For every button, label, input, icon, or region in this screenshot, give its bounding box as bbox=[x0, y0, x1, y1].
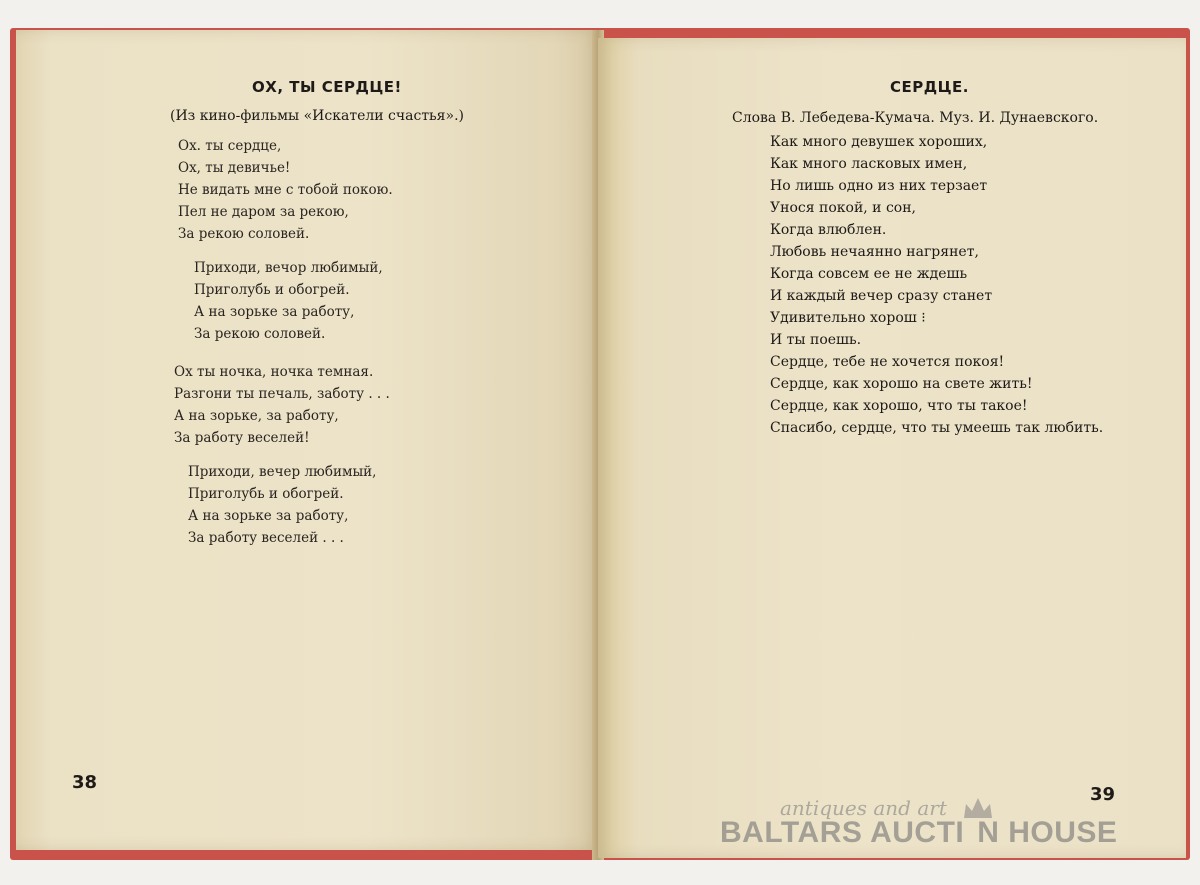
lyric-line: И каждый вечер сразу станет bbox=[770, 288, 993, 304]
lyric-line: Сердце, тебе не хочется покоя! bbox=[770, 354, 1005, 370]
verse-line: За рекою соловей. bbox=[194, 326, 326, 342]
song-credits: Слова В. Лебедева-Кумача. Муз. И. Дунаевского. bbox=[732, 110, 1099, 126]
verse-line: А на зорьке, за работу, bbox=[174, 408, 339, 424]
right-page-number: 39 bbox=[1090, 784, 1116, 805]
left-page-title: ОХ, ТЫ СЕРДЦЕ! bbox=[252, 78, 402, 96]
left-page bbox=[16, 30, 600, 850]
verse-line: Приходи, вечер любимый, bbox=[188, 464, 377, 480]
verse-line: За работу веселей! bbox=[174, 430, 310, 446]
watermark-name: BALTARS AUCTI N HOUSE bbox=[720, 816, 1118, 849]
verse-line: Не видать мне с тобой покою. bbox=[178, 182, 393, 198]
verse-line: Приголубь и обогрей. bbox=[194, 282, 350, 298]
verse-line: За работу веселей . . . bbox=[188, 530, 344, 546]
verse-line: Пел не даром за рекою, bbox=[178, 204, 349, 220]
right-page bbox=[598, 38, 1186, 858]
lyric-line: Когда совсем ее не ждешь bbox=[770, 266, 968, 282]
lyric-line: Как много ласковых имен, bbox=[770, 156, 968, 172]
auction-watermark bbox=[720, 796, 1120, 856]
lyric-line: Когда влюблен. bbox=[770, 222, 887, 238]
lyric-line: Сердце, как хорошо на свете жить! bbox=[770, 376, 1033, 392]
verse-line: А на зорьке за работу, bbox=[194, 304, 355, 320]
verse-line: А на зорьке за работу, bbox=[188, 508, 349, 524]
lyric-line: Сердце, как хорошо, что ты такое! bbox=[770, 398, 1028, 414]
lyric-line: И ты поешь. bbox=[770, 332, 862, 348]
verse-line: Приголубь и обогрей. bbox=[188, 486, 344, 502]
lyric-line: Удивительно хорош ⁝ bbox=[770, 310, 926, 326]
verse-line: Ох, ты девичье! bbox=[178, 160, 291, 176]
lyric-line: Любовь нечаянно нагрянет, bbox=[770, 244, 979, 260]
lyric-line: Как много девушек хороших, bbox=[770, 134, 988, 150]
watermark-tagline: antiques and art bbox=[780, 796, 947, 820]
verse-line: Приходи, вечор любимый, bbox=[194, 260, 383, 276]
verse-line: Ох. ты сердце, bbox=[178, 138, 282, 154]
lyric-line: Но лишь одно из них терзает bbox=[770, 178, 988, 194]
verse-line: За рекою соловей. bbox=[178, 226, 310, 242]
left-page-number: 38 bbox=[72, 772, 98, 793]
left-page-subtitle: (Из кино-фильмы «Искатели счастья».) bbox=[170, 108, 464, 124]
verse-line: Разгони ты печаль, заботу . . . bbox=[174, 386, 390, 402]
verse-line: Ох ты ночка, ночка темная. bbox=[174, 364, 374, 380]
lyric-line: Спасибо, сердце, что ты умеешь так любить. bbox=[770, 420, 1104, 436]
right-page-title: СЕРДЦЕ. bbox=[890, 78, 969, 96]
lyric-line: Унося покой, и сон, bbox=[770, 200, 917, 216]
